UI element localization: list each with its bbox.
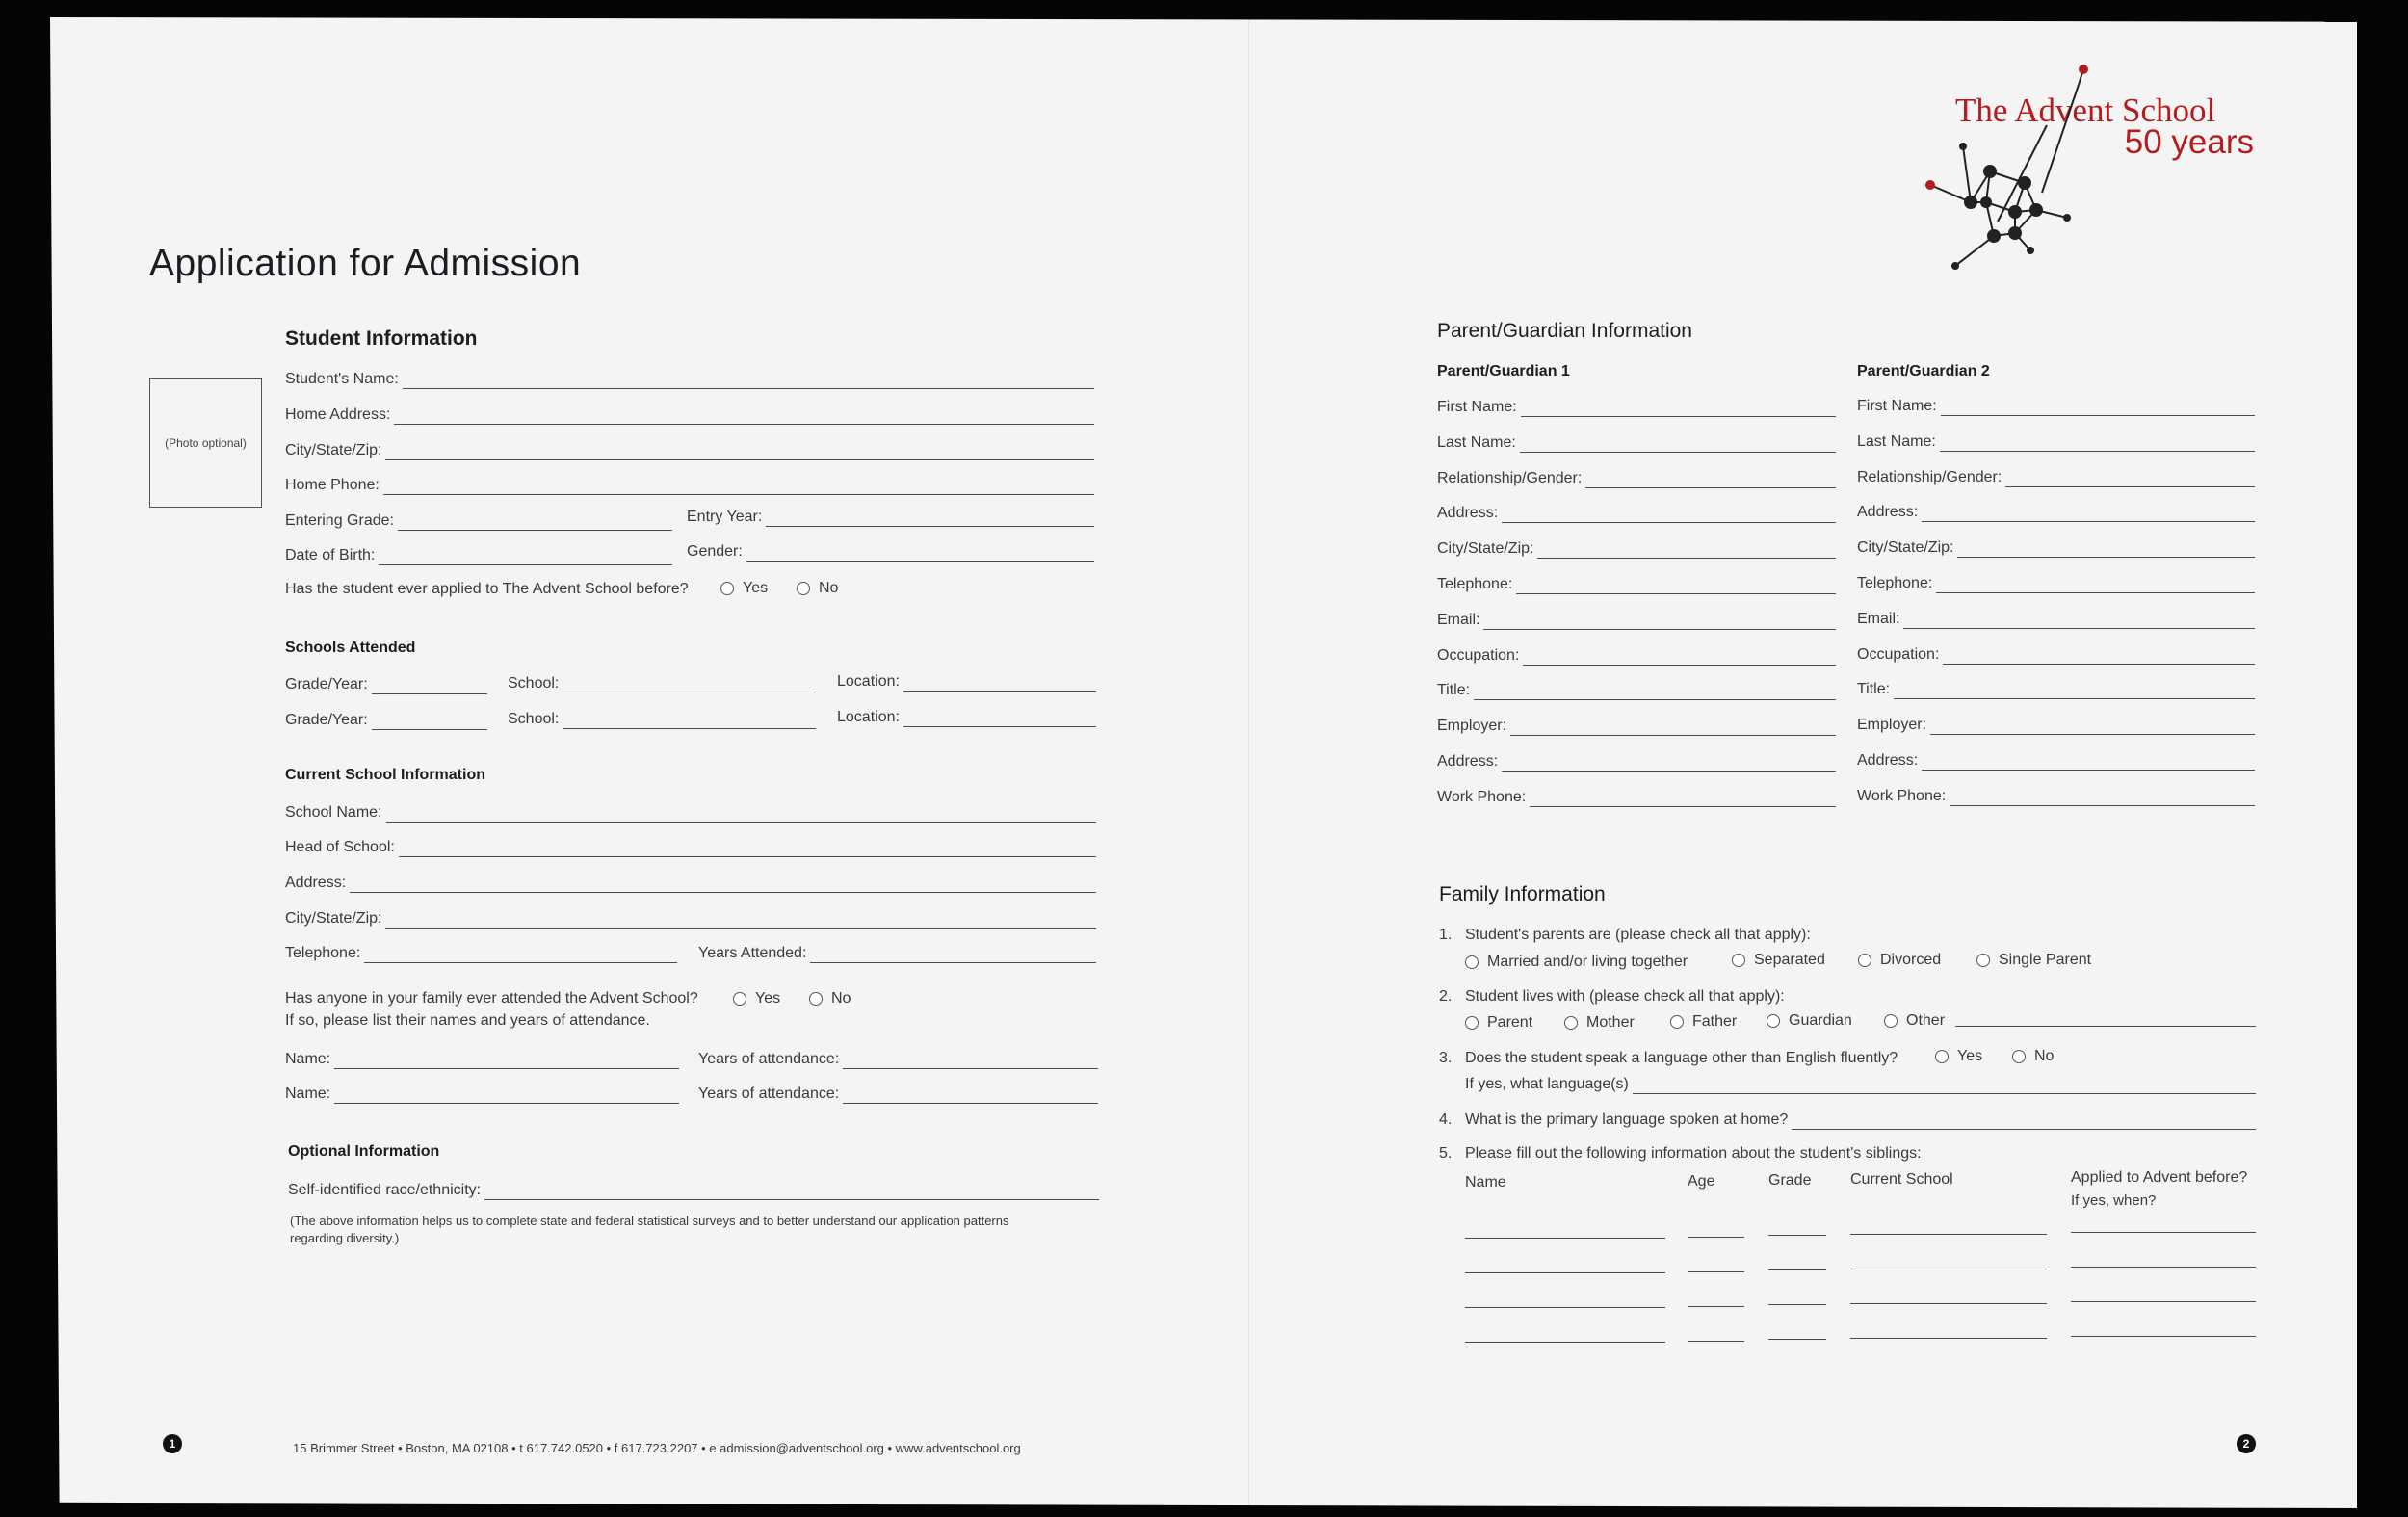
date-of-birth-field[interactable] — [285, 542, 672, 565]
applied-no-radio[interactable] — [797, 578, 838, 599]
parent-field-label: Work Phone: — [1437, 788, 1527, 805]
current-telephone-field[interactable] — [285, 940, 677, 963]
parent-1-field[interactable] — [1437, 394, 1836, 417]
q3-no-label: No — [2034, 1048, 2055, 1064]
q2-text: Student lives with (please check all that apply): — [1465, 988, 1785, 1005]
parent-field-label: First Name: — [1437, 399, 1517, 415]
location-label: Location: — [837, 709, 900, 725]
parent-field-label: Relationship/Gender: — [1437, 469, 1583, 486]
q1-divorced-label: Divorced — [1880, 952, 1942, 968]
school-label: School: — [508, 675, 560, 692]
parent-1-field[interactable] — [1437, 784, 1836, 807]
q2-number: 2. — [1439, 988, 1453, 1005]
sibling-cell-line[interactable] — [1768, 1303, 1826, 1305]
q1-separated-label: Separated — [1754, 952, 1825, 968]
sibling-cell-line[interactable] — [1768, 1338, 1826, 1340]
entry-year-field[interactable] — [687, 504, 1094, 527]
parent-field-label: Address: — [1857, 752, 1919, 769]
grade-year-label: Grade/Year: — [285, 676, 368, 693]
optional-note-line-1: (The above information helps us to complete state and federal statistical surveys and to better understand our application patterns — [290, 1214, 1009, 1228]
current-telephone-label: Telephone: — [285, 945, 361, 961]
q2-guardian-radio[interactable] — [1767, 1010, 1852, 1032]
sibling-cell-line[interactable] — [1850, 1337, 2047, 1339]
q3-language-label: If yes, what language(s) — [1465, 1076, 1629, 1092]
page-title: Application for Admission — [149, 243, 582, 284]
radio-circle — [733, 992, 746, 1006]
parent-field-label: Title: — [1857, 681, 1891, 698]
date-of-birth-label: Date of Birth: — [285, 547, 376, 563]
race-ethnicity-field[interactable] — [288, 1177, 1099, 1200]
sibling-col-current-school: Current School — [1850, 1171, 1953, 1188]
city-state-zip-label: City/State/Zip: — [285, 442, 382, 458]
home-address-field[interactable] — [285, 402, 1094, 425]
parent-info-heading: Parent/Guardian Information — [1437, 320, 1692, 342]
parent-1-field[interactable] — [1437, 677, 1836, 700]
parent-field-label: Address: — [1857, 504, 1919, 521]
parent-1-field[interactable] — [1437, 500, 1836, 523]
sibling-cell-line[interactable] — [1688, 1270, 1744, 1272]
gender-field[interactable] — [687, 538, 1094, 562]
optional-info-heading: Optional Information — [288, 1143, 440, 1160]
parent-field-label: City/State/Zip: — [1437, 540, 1534, 558]
current-city-field[interactable] — [285, 905, 1096, 929]
parent-field-label: Occupation: — [1437, 646, 1520, 664]
footer-contact: 15 Brimmer Street • Boston, MA 02108 • t 617.742.0520 • f 617.723.2207 • e admission@adventschool.org • www.adventschool.org — [293, 1441, 1021, 1455]
parent-2-field[interactable] — [1857, 783, 2255, 806]
parent-1-field[interactable] — [1437, 748, 1836, 772]
parent-2-field[interactable] — [1857, 464, 2255, 487]
entry-year-label: Entry Year: — [687, 509, 763, 525]
years-of-attendance-field-2[interactable] — [698, 1081, 1098, 1104]
head-of-school-label: Head of School: — [285, 839, 395, 855]
parent-1-field[interactable] — [1437, 536, 1836, 559]
q3-language-field[interactable] — [1465, 1071, 2256, 1094]
q2-guardian-label: Guardian — [1789, 1012, 1852, 1029]
sibling-cell-line[interactable] — [1465, 1306, 1665, 1308]
home-address-label: Home Address: — [285, 406, 391, 423]
years-attended-label: Years Attended: — [698, 945, 807, 961]
sibling-cell-line[interactable] — [2071, 1300, 2256, 1302]
family-no-radio[interactable] — [809, 988, 851, 1009]
student-info-heading: Student Information — [285, 327, 478, 350]
parent-2-field[interactable] — [1857, 499, 2255, 522]
q1-single-parent-radio[interactable] — [1976, 950, 2091, 971]
home-phone-label: Home Phone: — [285, 477, 380, 493]
applied-no-label: No — [819, 580, 839, 596]
grade-year-field-2[interactable] — [285, 707, 487, 730]
q4-label: What is the primary language spoken at home? — [1465, 1112, 1789, 1128]
optional-note-line-2: regarding diversity.) — [290, 1231, 400, 1245]
parent-field-label: First Name: — [1857, 398, 1937, 414]
applied-before-question: Has the student ever applied to The Advent School before? — [285, 581, 689, 597]
location-label: Location: — [837, 673, 900, 690]
parent-field-label: Last Name: — [1857, 432, 1936, 450]
photo-box[interactable] — [149, 378, 262, 508]
logo-anniversary: 50 years — [2124, 123, 2254, 161]
sibling-cell-line[interactable] — [1465, 1237, 1665, 1239]
family-info-heading: Family Information — [1439, 883, 1606, 905]
parent-2-field[interactable] — [1857, 712, 2255, 735]
student-name-label: Student's Name: — [285, 371, 399, 387]
parent-2-field[interactable] — [1857, 393, 2255, 416]
optional-note — [290, 1213, 1138, 1247]
q1-number: 1. — [1439, 927, 1453, 943]
years-of-attendance-label: Years of attendance: — [698, 1085, 840, 1102]
sibling-col-applied: Applied to Advent before? — [2071, 1169, 2248, 1186]
schools-attended-heading: Schools Attended — [285, 640, 416, 656]
family-yes-label: Yes — [755, 990, 781, 1007]
parent-1-field[interactable] — [1437, 465, 1836, 488]
sibling-cell-line[interactable] — [2071, 1231, 2256, 1233]
family-name-field-2[interactable] — [285, 1081, 679, 1104]
q2-parent-label: Parent — [1487, 1014, 1533, 1031]
sibling-cell-line[interactable] — [1850, 1233, 2047, 1235]
sibling-cell-line[interactable] — [1850, 1268, 2047, 1269]
race-ethnicity-label: Self-identified race/ethnicity: — [288, 1182, 482, 1198]
gender-label: Gender: — [687, 543, 743, 560]
sibling-cell-line[interactable] — [1465, 1341, 1665, 1343]
q5-text: Please fill out the following information about the student's siblings: — [1465, 1145, 1922, 1162]
school-label: School: — [508, 711, 560, 727]
parent-1-field[interactable] — [1437, 571, 1836, 594]
years-attended-field[interactable] — [698, 940, 1096, 963]
entering-grade-field[interactable] — [285, 508, 672, 531]
parent-field-label: Telephone: — [1437, 576, 1513, 592]
q2-father-radio[interactable] — [1670, 1011, 1737, 1033]
q3-yes-label: Yes — [1957, 1048, 1983, 1064]
current-address-label: Address: — [285, 875, 347, 891]
family-name-field-1[interactable] — [285, 1046, 679, 1069]
school-name-field[interactable] — [285, 799, 1096, 823]
parent-field-label: Relationship/Gender: — [1857, 468, 2002, 485]
parent-field-label: Address: — [1437, 505, 1499, 522]
q1-text: Student's parents are (please check all that apply): — [1465, 927, 1811, 943]
sibling-cell-line[interactable] — [1768, 1269, 1826, 1270]
radio-circle — [797, 582, 810, 595]
parent-1-field[interactable] — [1437, 430, 1836, 453]
home-phone-field[interactable] — [285, 472, 1094, 495]
radio-circle — [720, 582, 734, 595]
grade-year-label: Grade/Year: — [285, 712, 368, 728]
years-of-attendance-field-1[interactable] — [698, 1046, 1098, 1069]
school-name-label: School Name: — [285, 804, 382, 821]
sibling-cell-line[interactable] — [1465, 1271, 1665, 1273]
family-yes-radio[interactable] — [733, 988, 780, 1009]
sibling-cell-line[interactable] — [2071, 1266, 2256, 1268]
school-field-2[interactable] — [508, 706, 816, 729]
sibling-cell-line[interactable] — [1688, 1236, 1744, 1238]
sibling-cell-line[interactable] — [1688, 1305, 1744, 1307]
sibling-col-age: Age — [1688, 1173, 1715, 1190]
parent-field-label: Work Phone: — [1857, 787, 1947, 804]
parent-field-label: Email: — [1437, 611, 1480, 628]
q4-number: 4. — [1439, 1112, 1453, 1128]
sibling-cell-line[interactable] — [1768, 1234, 1826, 1236]
parent-2-field[interactable] — [1857, 676, 2255, 699]
student-name-field[interactable] — [285, 366, 1094, 389]
q2-other-label: Other — [1906, 1012, 1946, 1029]
family-name-label: Name: — [285, 1085, 331, 1102]
parent-2-field[interactable] — [1857, 570, 2255, 593]
radio-circle — [809, 992, 823, 1006]
current-school-heading: Current School Information — [285, 767, 485, 783]
applied-yes-radio[interactable] — [720, 578, 768, 599]
head-of-school-field[interactable] — [285, 834, 1096, 857]
parent-field-label: Address: — [1437, 753, 1499, 770]
q3-text: Does the student speak a language other than English fluently? — [1465, 1050, 1898, 1066]
parent-2-heading: Parent/Guardian 2 — [1857, 363, 1990, 379]
sibling-col-name: Name — [1465, 1174, 1506, 1190]
q1-divorced-radio[interactable] — [1858, 950, 1941, 971]
q2-mother-label: Mother — [1586, 1014, 1635, 1031]
parent-field-label: Employer: — [1857, 717, 1927, 734]
parent-field-label: Employer: — [1437, 718, 1507, 735]
city-state-zip-field[interactable] — [285, 437, 1094, 460]
applied-yes-label: Yes — [743, 580, 769, 596]
parent-field-label: Last Name: — [1437, 433, 1516, 451]
page-number-2: 2 — [2237, 1434, 2256, 1453]
q3-number: 3. — [1439, 1050, 1453, 1066]
sibling-cell-line[interactable] — [1850, 1302, 2047, 1304]
current-address-field[interactable] — [285, 870, 1096, 893]
sibling-cell-line[interactable] — [1688, 1340, 1744, 1342]
location-field-1[interactable] — [837, 668, 1096, 692]
page-number-1: 1 — [163, 1434, 182, 1453]
parent-2-field[interactable] — [1857, 641, 2255, 665]
entering-grade-label: Entering Grade: — [285, 512, 394, 529]
sibling-col-grade: Grade — [1768, 1172, 1812, 1189]
parent-field-label: Title: — [1437, 682, 1471, 699]
parent-1-field[interactable] — [1437, 642, 1836, 666]
q1-married-radio[interactable] — [1465, 952, 1688, 973]
q3-yes-radio[interactable] — [1935, 1046, 1982, 1067]
parent-2-field[interactable] — [1857, 429, 2255, 452]
parent-field-label: Telephone: — [1857, 575, 1933, 591]
parent-1-field[interactable] — [1437, 607, 1836, 630]
family-attended-instruction: If so, please list their names and years of attendance. — [285, 1012, 650, 1029]
q2-parent-radio[interactable] — [1465, 1012, 1532, 1033]
parent-2-field[interactable] — [1857, 606, 2255, 629]
school-field-1[interactable] — [508, 670, 816, 693]
parent-1-field[interactable] — [1437, 713, 1836, 736]
q5-number: 5. — [1439, 1145, 1453, 1162]
q4-primary-language-field[interactable] — [1465, 1107, 2256, 1130]
q1-single-parent-label: Single Parent — [1999, 952, 2092, 968]
q2-father-label: Father — [1692, 1013, 1738, 1030]
photo-label: (Photo optional) — [165, 435, 247, 450]
q3-no-radio[interactable] — [2012, 1046, 2054, 1067]
parent-field-label: City/State/Zip: — [1857, 539, 1954, 557]
family-attended-question: Has anyone in your family ever attended the Advent School? — [285, 990, 698, 1007]
q1-separated-radio[interactable] — [1732, 950, 1825, 971]
parent-2-field[interactable] — [1857, 535, 2255, 558]
family-no-label: No — [831, 990, 851, 1007]
parent-2-field[interactable] — [1857, 747, 2255, 771]
grade-year-field-1[interactable] — [285, 671, 487, 694]
q2-other-line[interactable] — [1955, 1025, 2256, 1027]
parent-field-label: Occupation: — [1857, 645, 1940, 663]
q1-married-label: Married and/or living together — [1487, 954, 1688, 970]
q2-mother-radio[interactable] — [1564, 1012, 1635, 1033]
current-city-label: City/State/Zip: — [285, 910, 382, 927]
parent-field-label: Email: — [1857, 610, 1900, 627]
parent-1-heading: Parent/Guardian 1 — [1437, 363, 1570, 379]
family-name-label: Name: — [285, 1051, 331, 1067]
logo-school-name: The Advent School — [1955, 92, 2216, 129]
q2-other-radio[interactable] — [1884, 1010, 1945, 1032]
sibling-col-applied-sub: If yes, when? — [2071, 1192, 2157, 1209]
years-of-attendance-label: Years of attendance: — [698, 1051, 840, 1067]
location-field-2[interactable] — [837, 704, 1096, 727]
page-fold — [1248, 17, 1249, 1508]
sibling-cell-line[interactable] — [2071, 1335, 2256, 1337]
logo-molecule-icon — [1917, 58, 2090, 279]
